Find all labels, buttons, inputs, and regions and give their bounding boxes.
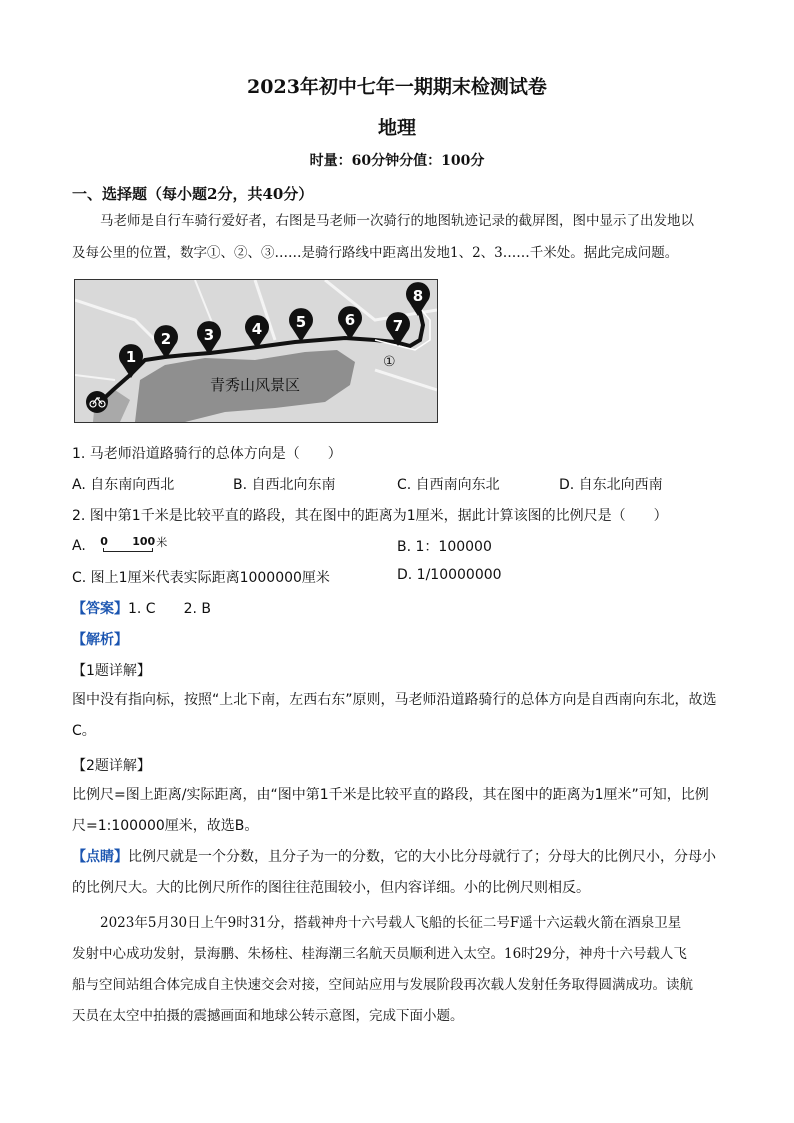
route-map — [74, 279, 438, 423]
question-2-stem: 2. 图中第1千米是比较平直的路段，其在图中的距离为1厘米，据此计算该图的比例尺是（ ） — [72, 508, 668, 524]
option-a-label: A. — [72, 538, 86, 554]
analysis-tag: 【解析】 — [72, 632, 128, 648]
answer-text: 1. C 2. B — [128, 601, 211, 617]
question-1-stem: 1. 马老师沿道路骑行的总体方向是（ ） — [72, 446, 342, 462]
tip-block — [72, 842, 722, 904]
scale-bar-zero: 0 — [100, 535, 108, 548]
question-2-option-a[interactable] — [72, 536, 180, 556]
svg-text:3: 3 — [203, 326, 215, 344]
scale-bar-value: 100 — [132, 535, 156, 548]
subject-title: 地理 — [377, 117, 416, 139]
svg-text:7: 7 — [392, 317, 404, 335]
question-1-option-c[interactable]: C. 自西南向东北 — [397, 477, 500, 493]
svg-text:6: 6 — [344, 311, 356, 329]
svg-text:8: 8 — [412, 287, 424, 305]
q2-detail-text: 比例尺=图上距离/实际距离，由“图中第1千米是比较平直的路段，其在图中的距离为1厘米”可知，比例尺=1:100000厘米，故选B。 — [72, 787, 709, 834]
svg-text:2: 2 — [160, 330, 172, 348]
answer-line — [72, 598, 211, 618]
route-map-svg — [75, 280, 437, 422]
question-2-option-b[interactable]: B. 1：100000 — [397, 539, 492, 555]
passage-line-2: 发射中心成功发射，景海鹏、朱杨柱、桂海潮三名航天员顺利进入太空。16时29分，神舟十六号载人飞 — [72, 946, 687, 962]
question-2-option-d[interactable]: D. 1/10000000 — [397, 567, 502, 583]
scale-bar — [100, 536, 180, 556]
question-1-option-d[interactable]: D. 自东北向西南 — [559, 477, 663, 493]
svg-text:1: 1 — [125, 348, 137, 366]
passage-line-3: 船与空间站组合体完成自主快速交会对接，空间站应用与发展阶段再次载人发射任务取得圆满成功。读航 — [72, 977, 693, 993]
scenic-area-label: 青秀山风景区 — [210, 376, 301, 394]
q1-detail-heading: 【1题详解】 — [72, 663, 151, 679]
question-2-option-c[interactable]: C. 图上1厘米代表实际距离1000000厘米 — [72, 570, 330, 586]
question-1-option-b[interactable]: B. 自西北向东南 — [233, 477, 336, 493]
circled-label: ① — [383, 354, 396, 370]
q1-detail-text: 图中没有指向标，按照“上北下南，左西右东”原则，马老师沿道路骑行的总体方向是自西南向东北，故选C。 — [72, 692, 717, 739]
passage-line-4: 天员在太空中拍摄的震撼画面和地球公转示意图，完成下面小题。 — [72, 1008, 464, 1024]
q2-detail-heading: 【2题详解】 — [72, 758, 151, 774]
answer-tag: 【答案】 — [72, 601, 128, 617]
tip-tag: 【点睛】 — [72, 849, 128, 865]
intro-line-1: 马老师是自行车骑行爱好者，右图是马老师一次骑行的地图轨迹记录的截屏图，图中显示了出发地以 — [100, 213, 694, 229]
bicycle-icon — [86, 391, 108, 413]
svg-text:4: 4 — [251, 320, 263, 338]
intro-line-2: 及每公里的位置，数字①、②、③……是骑行路线中距离出发地1、2、3……千米处。据此完成问题。 — [72, 245, 679, 261]
exam-title: 2023年初中七年一期期末检测试卷 — [247, 76, 547, 98]
svg-text:5: 5 — [295, 313, 307, 331]
passage-line-1: 2023年5月30日上午9时31分，搭载神舟十六号载人飞船的长征二号F遥十六运载火箭在酒泉卫星 — [100, 915, 682, 931]
question-1-option-a[interactable]: A. 自东南向西北 — [72, 477, 175, 493]
tip-text: 比例尺就是一个分数，且分子为一的分数，它的大小比分母就行了；分母大的比例尺小，分母小的比例尺大。大的比例尺所作的图往往范围较小，但内容详细。小的比例尺则相反。 — [72, 849, 716, 896]
section-heading: 一、选择题（每小题2分，共40分） — [72, 185, 314, 203]
exam-meta: 时量：60分钟分值：100分 — [309, 153, 485, 169]
scale-bar-unit: 米 — [156, 536, 168, 549]
